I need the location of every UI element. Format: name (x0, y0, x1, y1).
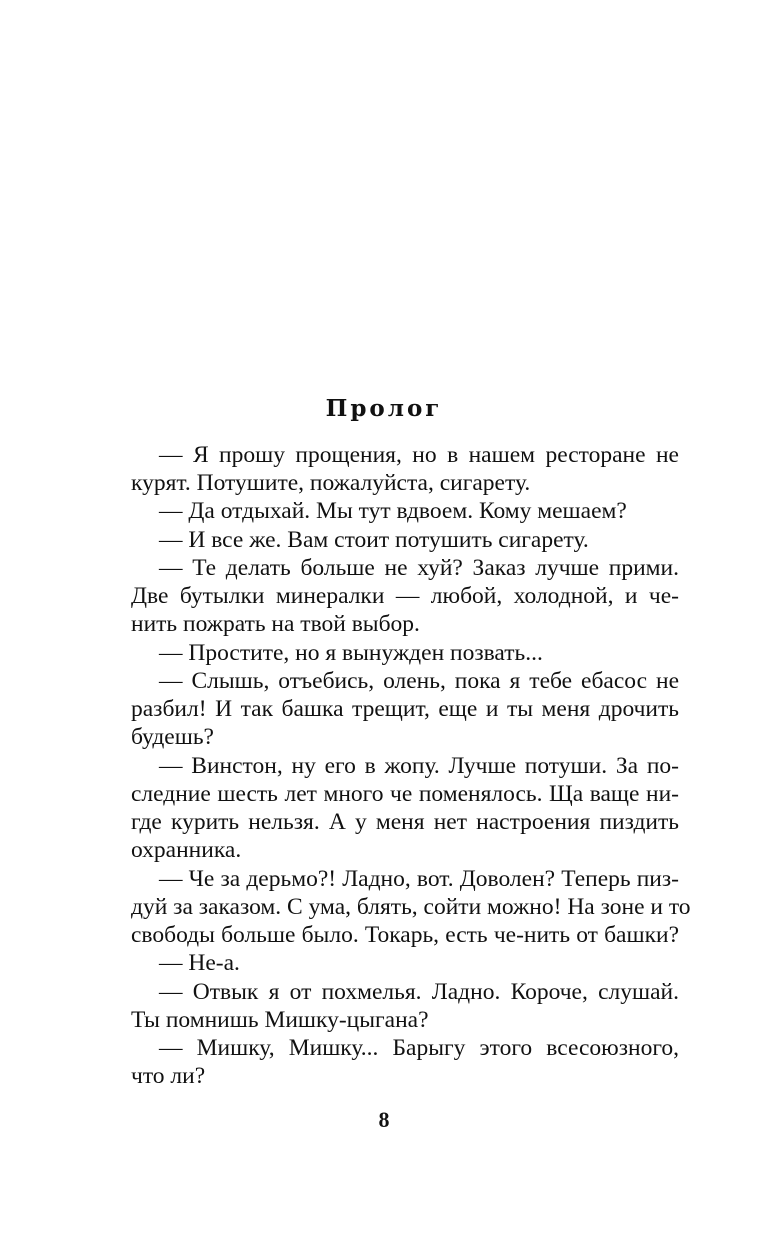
text-line: — Да отдыхай. Мы тут вдвоем. Кому мешаем? (159, 498, 627, 524)
text-line: — Мишку, Мишку... Барыгу этого всесоюзного, (159, 1035, 679, 1061)
text-line: курят. Потушите, пожалуйста, сигарету. (131, 470, 531, 496)
text-line: где курить нельзя. А у меня нет настроения пиздить (131, 809, 679, 835)
text-line: — Винстон, ну его в жопу. Лучше потуши. За по- (159, 753, 679, 779)
text-line: — И все же. Вам стоит потушить сигарету. (159, 527, 589, 553)
text-line: — Я прошу прощения, но в нашем ресторане не (159, 442, 679, 468)
text-line: — Те делать больше не хуй? Заказ лучше прими. (159, 555, 679, 581)
text-line: что ли? (131, 1063, 206, 1089)
chapter-title: Пролог (325, 395, 443, 422)
text-line: будешь? (131, 724, 214, 750)
text-line: — Че за дерьмо?! Ладно, вот. Доволен? Теперь пиз- (159, 866, 679, 892)
text-line: охранника. (131, 837, 242, 863)
text-line: разбил! И так башка трещит, еще и ты меня дрочить (131, 696, 679, 722)
text-line: Ты помнишь Мишку-цыгана? (131, 1007, 429, 1033)
text-line: свободы больше было. Токарь, есть че-нить от башки? (131, 922, 679, 948)
text-line: нить пожрать на твой выбор. (131, 611, 420, 637)
text-line: — Не-а. (159, 950, 240, 976)
text-line: — Отвык я от похмелья. Ладно. Короче, слушай. (159, 979, 679, 1005)
text-line: следние шесть лет много че поменялось. Ща ваще ни- (131, 781, 679, 807)
text-line: — Слышь, отъебись, олень, пока я тебе ебасос не (159, 668, 679, 694)
text-line: дуй за заказом. С ума, блять, сойти можно! На зоне и то (131, 894, 691, 920)
text-line: Две бутылки минералки — любой, холодной, и че- (131, 583, 679, 609)
text-line: — Простите, но я вынужден позвать... (159, 640, 543, 666)
page-number: 8 (378, 1107, 390, 1132)
